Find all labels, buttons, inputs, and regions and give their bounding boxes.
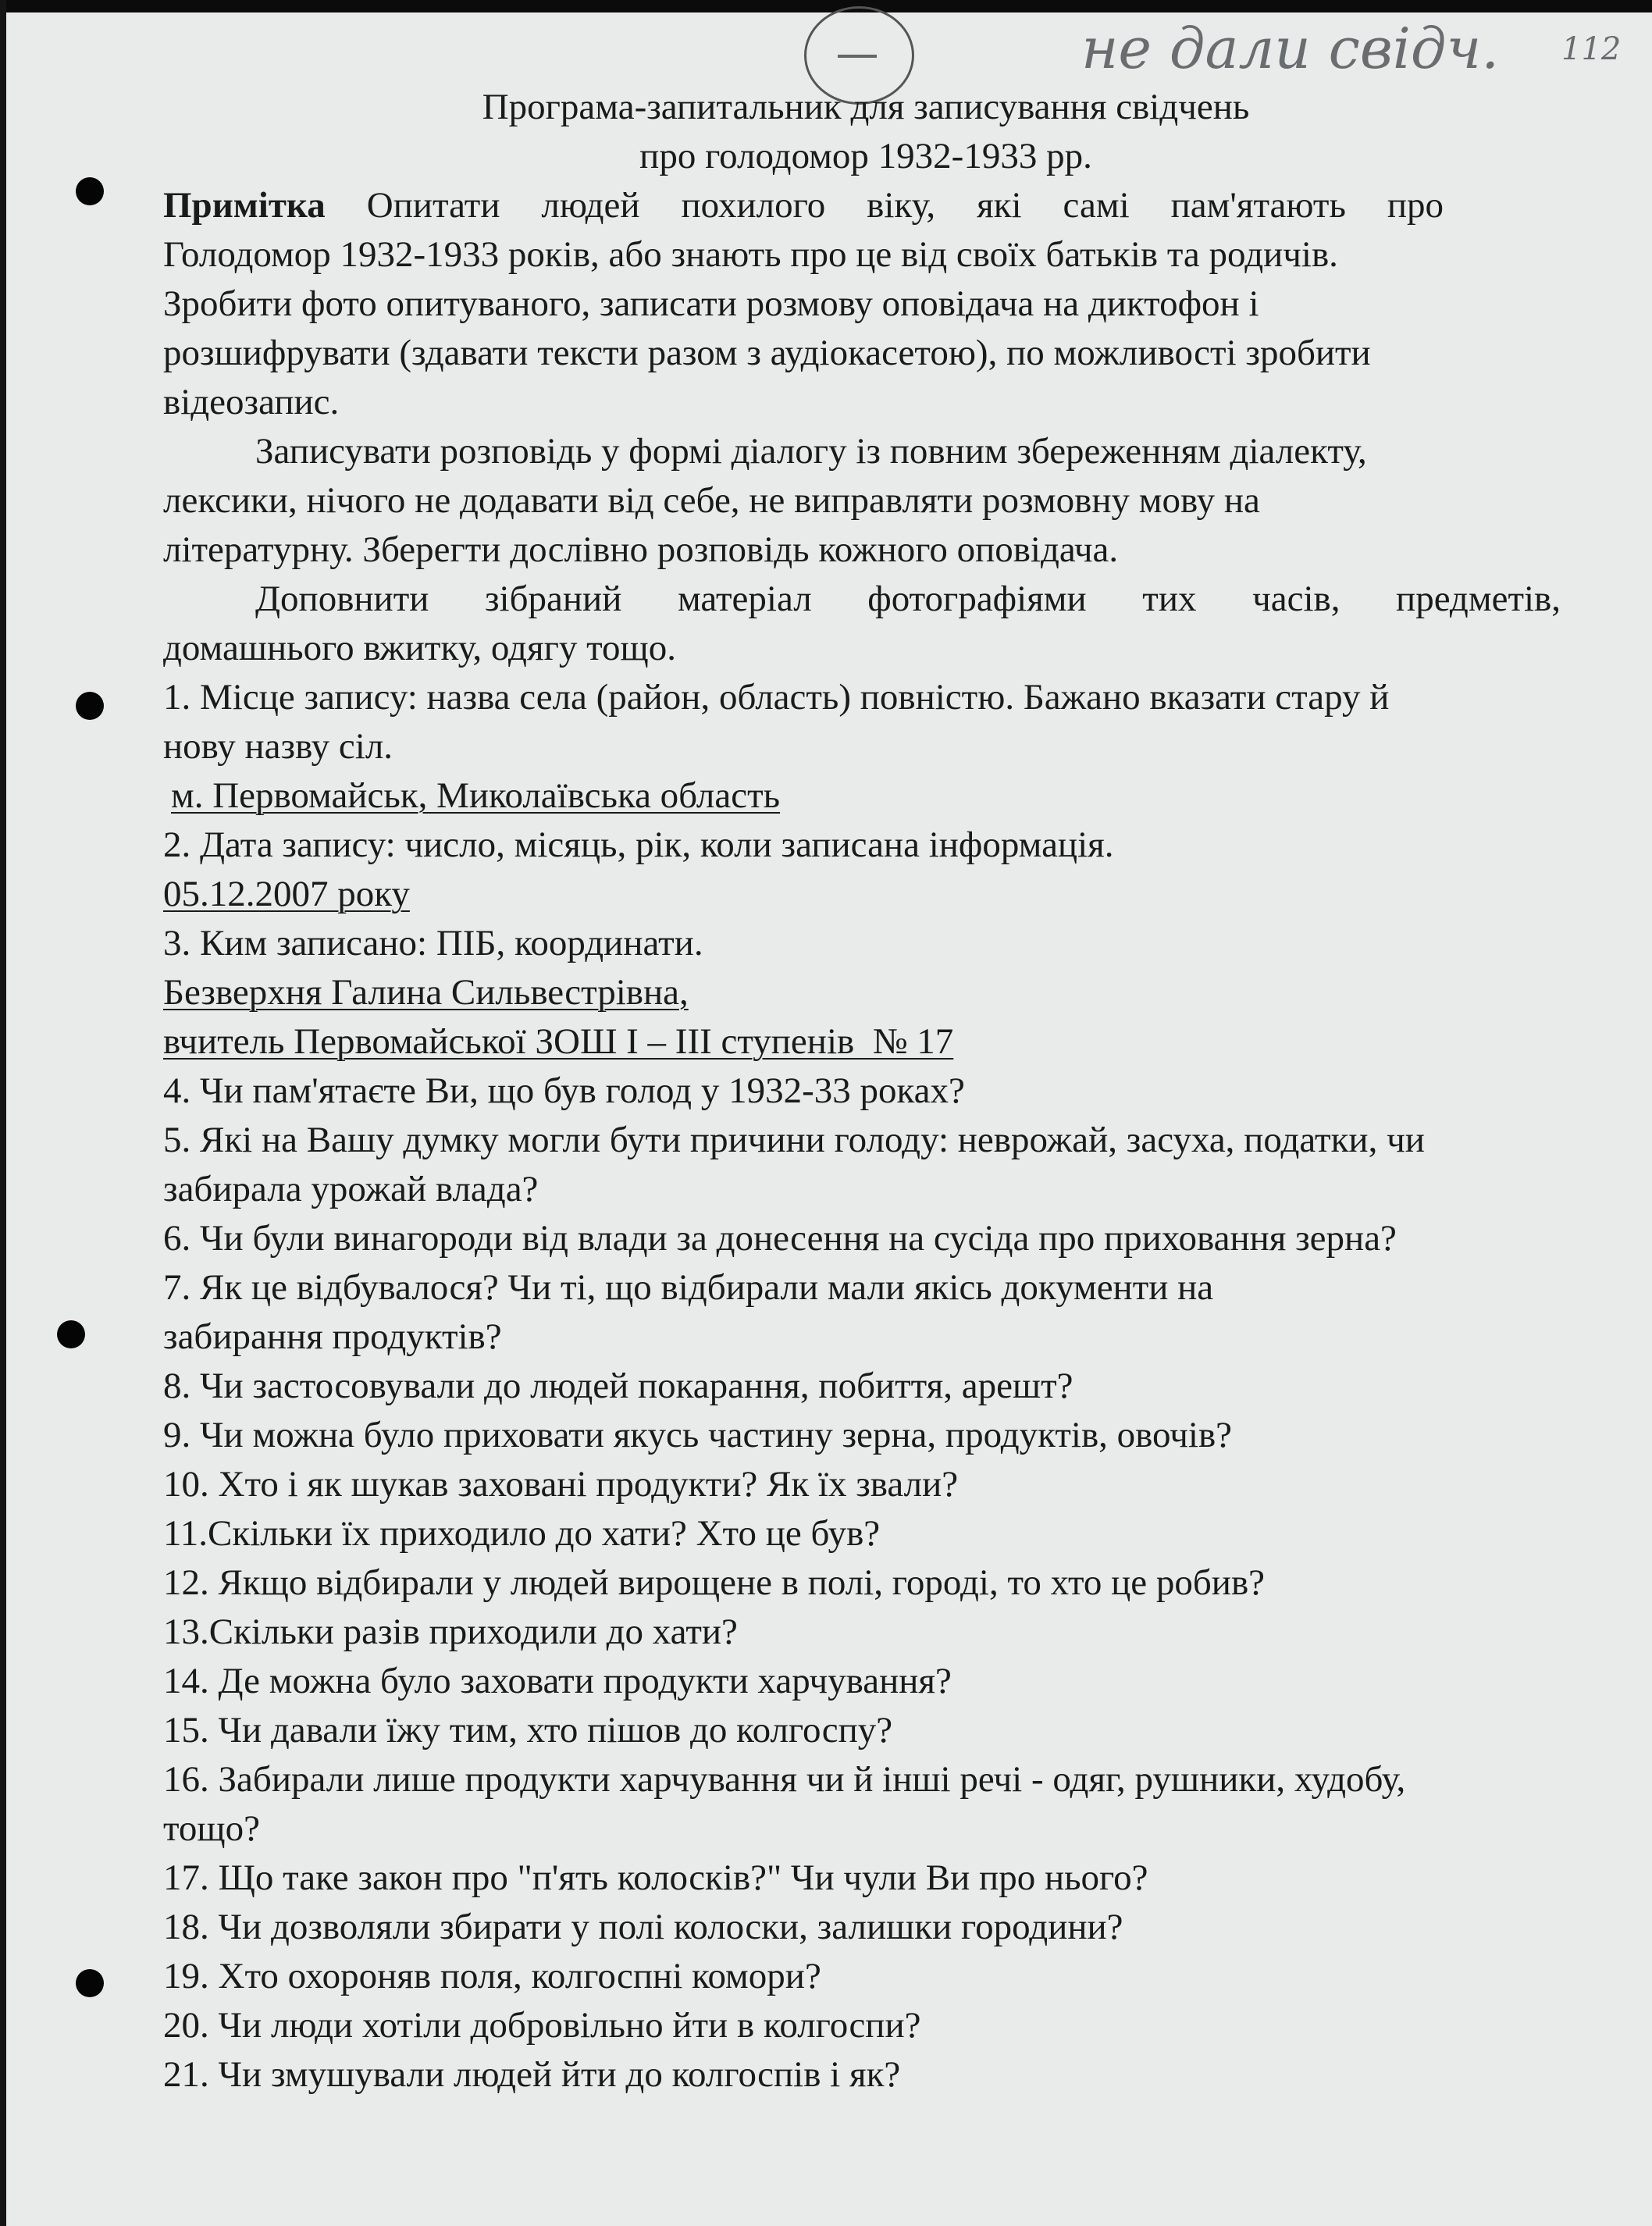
answer-recorder-position: вчитель Первомайської ЗОШ І – ІІІ ступенів № 17 xyxy=(163,1021,954,1062)
question-list xyxy=(163,1067,1568,2100)
question-line: 16. Забирали лише продукти харчування чи й інші речі - одяг, рушники, худобу, xyxy=(163,1759,1406,1800)
question-line: 18. Чи дозволяли збирати у полі колоски, залишки городини? xyxy=(163,1907,1123,1947)
question-line: нову назву сіл. xyxy=(163,726,393,767)
question-line: 3. Ким записано: ПІБ, координати. xyxy=(163,923,703,963)
paragraph-line: лексики, нічого не додавати від себе, не виправляти розмовну мову на xyxy=(163,480,1260,521)
paragraph-line: Записувати розповідь у формі діалогу із повним збереженням діалекту, xyxy=(255,431,1367,472)
question-line: 4. Чи пам'ятаєте Ви, що був голод у 1932-33 роках? xyxy=(163,1070,965,1111)
answer-location: м. Первомайськ, Миколаївська область xyxy=(171,775,781,816)
punch-hole xyxy=(76,692,104,720)
answer-recorder-name: Безверхня Галина Сильвестрівна, xyxy=(163,972,689,1013)
question-line: 5. Які на Вашу думку могли бути причини голоду: неврожай, засуха, податки, чи xyxy=(163,1120,1425,1160)
question-line: 20. Чи люди хотіли добровільно йти в колгоспи? xyxy=(163,2005,921,2046)
question-line: забирання продуктів? xyxy=(163,1316,502,1357)
question-line: 2. Дата запису: число, місяць, рік, коли записана інформація. xyxy=(163,825,1114,865)
punch-hole xyxy=(57,1320,85,1348)
punch-hole xyxy=(76,177,104,205)
question-line: 10. Хто і як шукав заховані продукти? Як їх звали? xyxy=(163,1464,959,1505)
question-line: 17. Що таке закон про "п'ять колосків?" Чи чули Ви про нього? xyxy=(163,1857,1148,1898)
scan-border-left xyxy=(0,0,6,2226)
question-line: 7. Як це відбувалося? Чи ті, що відбирали мали якісь документи на xyxy=(163,1267,1214,1308)
note-label: Примітка xyxy=(163,185,326,226)
question-line: 6. Чи були винагороди від влади за донесення на сусіда про приховання зерна? xyxy=(163,1218,1397,1259)
question-line: забирала урожай влада? xyxy=(163,1169,539,1209)
paragraph-line: літературну. Зберегти дослівно розповідь кожного оповідача. xyxy=(163,529,1119,570)
question-line: 21. Чи змушували людей йти до колгоспів і як? xyxy=(163,2054,901,2095)
scan-border-top xyxy=(0,0,1652,12)
answer-date: 05.12.2007 року xyxy=(163,874,410,914)
question-line: 12. Якщо відбирали у людей вирощене в полі, городі, то хто це робив? xyxy=(163,1562,1266,1603)
note-line: розшифрувати (здавати тексти разом з аудіокасетою), по можливості зробити xyxy=(163,333,1371,373)
question-line: 9. Чи можна було приховати якусь частину зерна, продуктів, овочів? xyxy=(163,1415,1233,1455)
question-line: тощо? xyxy=(163,1808,260,1849)
page-number: 112 xyxy=(1561,31,1622,67)
title-line: Програма-запитальник для записування свідчень xyxy=(482,87,1250,127)
title-line: про голодомор 1932-1933 рр. xyxy=(639,136,1092,176)
handwritten-note: не дали свідч. xyxy=(1081,16,1500,81)
punch-hole xyxy=(76,1969,104,1997)
document-body xyxy=(163,83,1568,2100)
question-line: 14. Де можна було заховати продукти харчування? xyxy=(163,1661,952,1701)
note-line: Примітка Опитати людей похилого віку, які самі пам'ятають про xyxy=(163,185,1444,226)
paragraph-line: домашнього вжитку, одягу тощо. xyxy=(163,628,676,668)
note-line: Зробити фото опитуваного, записати розмову оповідача на диктофон і xyxy=(163,283,1259,324)
note-line: відеозапис. xyxy=(163,382,340,422)
question-line: 1. Місце запису: назва села (район, область) повністю. Бажано вказати стару й xyxy=(163,677,1390,718)
circled-dash xyxy=(838,55,877,58)
question-line: 11.Скільки їх приходило до хати? Хто це був? xyxy=(163,1513,881,1554)
paragraph-line: Доповнити зібраний матеріал фотографіями тих часів, предметів, xyxy=(255,579,1561,619)
question-line: 15. Чи давали їжу тим, хто пішов до колгоспу? xyxy=(163,1710,893,1751)
question-line: 19. Хто охороняв поля, колгоспні комори? xyxy=(163,1956,821,1996)
question-line: 13.Скільки разів приходили до хати? xyxy=(163,1612,738,1652)
note-line: Голодомор 1932-1933 років, або знають про це від своїх батьків та родичів. xyxy=(163,234,1338,275)
question-line: 8. Чи застосовували до людей покарання, побиття, арешт? xyxy=(163,1366,1073,1406)
